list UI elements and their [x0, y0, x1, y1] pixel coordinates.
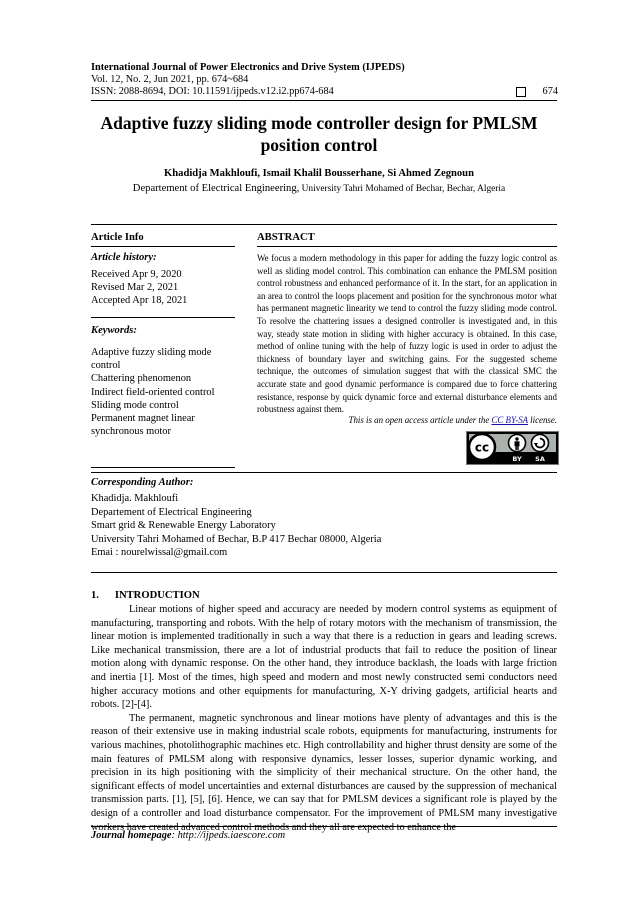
corr-dept: Departement of Electrical Engineering: [91, 506, 252, 518]
header-rule: [91, 100, 557, 101]
share-alike-icon: [532, 435, 549, 452]
paper-title: [60, 112, 578, 156]
journal-homepage: [91, 830, 285, 841]
abstract-text: We focus a modern methodology in this paper for adding the fuzzy logic control as well as sliding model control. This combination can enhance the PMLSM position control robustness and enhanced performance of it. In the start, for an application in an area to control the loops placement and position for the synchronous motor what has permanent magnetic linearity we tend to control the fuzzy sliding mode control. To resolve the chattering issues a designed controller is investigated and, in this way, steady state motion in sliding with higher accuracy is obtained. In this case, method of online tuning with the help of fuzzy logic is used in order to adjust the thickness of boundary layer and switching gains. For the suggested scheme technique, the outcomes of simulation suggest that with the classical SMC the accurate state and good dynamic performance is compared due to force chattering resistance, response by quick dynamic force and external disturbance elements and robustness against them.: [257, 253, 557, 415]
intro-paragraph-1: Linear motions of higher speed and accuracy are needed by modern control systems as equipment of manufacturing, transporting and robots. With the help of rotary motors with the mechanism of transmission, the linear motion is implemented traditionally in such a way that there is a reduction in gears and leading screws. Like mechanical transmission, there are a lot of industrial products that fail to reduce the position of linear motion along with dynamic response. On the other hand, they introduce backlash, the loads with large friction and inertia [1]. Most of the times, high speed and modern and most newly constructed semi conductors need higher accuracy motions and other equipments for manufacturing, X-Y driving gadgets, artificial hearts and robots. [2]-[4].: [91, 604, 557, 711]
corr-address: University Tahri Mohamed of Bechar, B.P 417 Bechar 08000, Algeria: [91, 533, 382, 545]
info-rule-3: [91, 467, 235, 468]
keywords-list: [91, 346, 241, 438]
revised-date: Revised Mar 2, 2021: [91, 282, 179, 294]
affiliation-univ: University Tahri Mohamed of Bechar, Bechar, Algeria: [299, 184, 506, 194]
info-rule-1: [91, 246, 235, 247]
license-link[interactable]: CC BY-SA: [491, 415, 528, 425]
badge-sa-label: SA: [535, 455, 545, 463]
open-access-prefix: This is an open access article under the: [348, 415, 492, 425]
corresponding-rule: [91, 572, 557, 573]
cc-icon: [469, 434, 495, 460]
footer-rule: [91, 826, 557, 827]
homepage-label: Journal homepage: [91, 830, 172, 841]
authors: Khadidja Makhloufi, Ismail Khalil Bousserhane, Si Ahmed Zegnoun: [164, 168, 474, 179]
square-icon: [516, 87, 526, 97]
corresponding-heading: Corresponding Author:: [91, 477, 194, 488]
corresponding-details: [91, 492, 381, 560]
introduction-body: [91, 603, 557, 834]
intro-paragraph-2: The permanent, magnetic synchronous and linear motions have plenty of advantages and this is the reason of their extensive use in making industrial scale robots, equipments for manufacturing, instruments for various machines, photolithographic machines etc. High controllability and higher thrust density are some of the main features of PMLSM along with responsive dynamics, lesser losses, superior dynamic working, and precision in its high positioning with the simplicity of their mechanical structure. On the other hand, the significant effects of model uncertainties and external disturbances are caused by the suppression of mechanical transmission parts. [1], [5], [6]. Hence, we can say that for PMLSM devices a significant role is played by the design of a controller and load disturbance compensator. For the improvement of PMLSM many investigative workers have created advanced control methods and they all are expected to enhance the: [91, 712, 557, 833]
open-access-note: [349, 415, 557, 425]
introduction-heading: 1. INTRODUCTION: [91, 590, 200, 601]
history-heading: Article history:: [91, 252, 157, 263]
cc-badge-graphic: [467, 432, 558, 464]
issn-doi: ISSN: 2088-8694, DOI: 10.11591/ijpeds.v12.i2.pp674-684: [91, 86, 334, 97]
received-date: Received Apr 9, 2020: [91, 269, 182, 280]
by-person-icon: [509, 435, 526, 452]
affiliation: [60, 183, 578, 194]
keywords-heading: Keywords:: [91, 325, 137, 336]
corr-lab: Smart grid & Renewable Energy Laboratory: [91, 520, 276, 532]
journal-name: International Journal of Power Electronics and Drive System (IJPEDS): [91, 62, 405, 73]
corr-name: Khadidja. Makhloufi: [91, 493, 179, 504]
page-number: 674: [542, 86, 558, 97]
abstract-heading: ABSTRACT: [257, 232, 315, 243]
abstract-rule: [257, 246, 557, 247]
title-line-1: Adaptive fuzzy sliding mode controller design for PMLSM: [100, 113, 538, 133]
history-list: [91, 268, 187, 308]
info-rule-2: [91, 317, 235, 318]
volume-info: Vol. 12, No. 2, Jun 2021, pp. 674~684: [91, 74, 249, 85]
keyword-item: Indirect field-oriented control: [91, 386, 215, 398]
section-top-rule: [91, 224, 557, 225]
keyword-item: Permanent magnet linear synchronous motor: [91, 413, 195, 438]
accepted-date: Accepted Apr 18, 2021: [91, 295, 188, 307]
keyword-item: Adaptive fuzzy sliding mode control: [91, 347, 212, 372]
open-access-suffix: license.: [527, 415, 557, 425]
cc-by-sa-badge[interactable]: [466, 431, 559, 465]
badge-by-label: BY: [512, 455, 522, 463]
affiliation-dept: Departement of Electrical Engineering,: [132, 183, 300, 194]
svg-text:cc: cc: [474, 440, 490, 455]
keyword-item: Chattering phenomenon: [91, 373, 192, 385]
title-line-2: position control: [260, 135, 378, 155]
article-info-heading: Article Info: [91, 232, 144, 243]
section-bottom-rule: [91, 472, 557, 473]
keyword-item: Sliding mode control: [91, 399, 179, 411]
homepage-url[interactable]: : http://ijpeds.iaescore.com: [171, 830, 286, 841]
corr-email: Emai : nourelwissal@gmail.com: [91, 547, 228, 559]
